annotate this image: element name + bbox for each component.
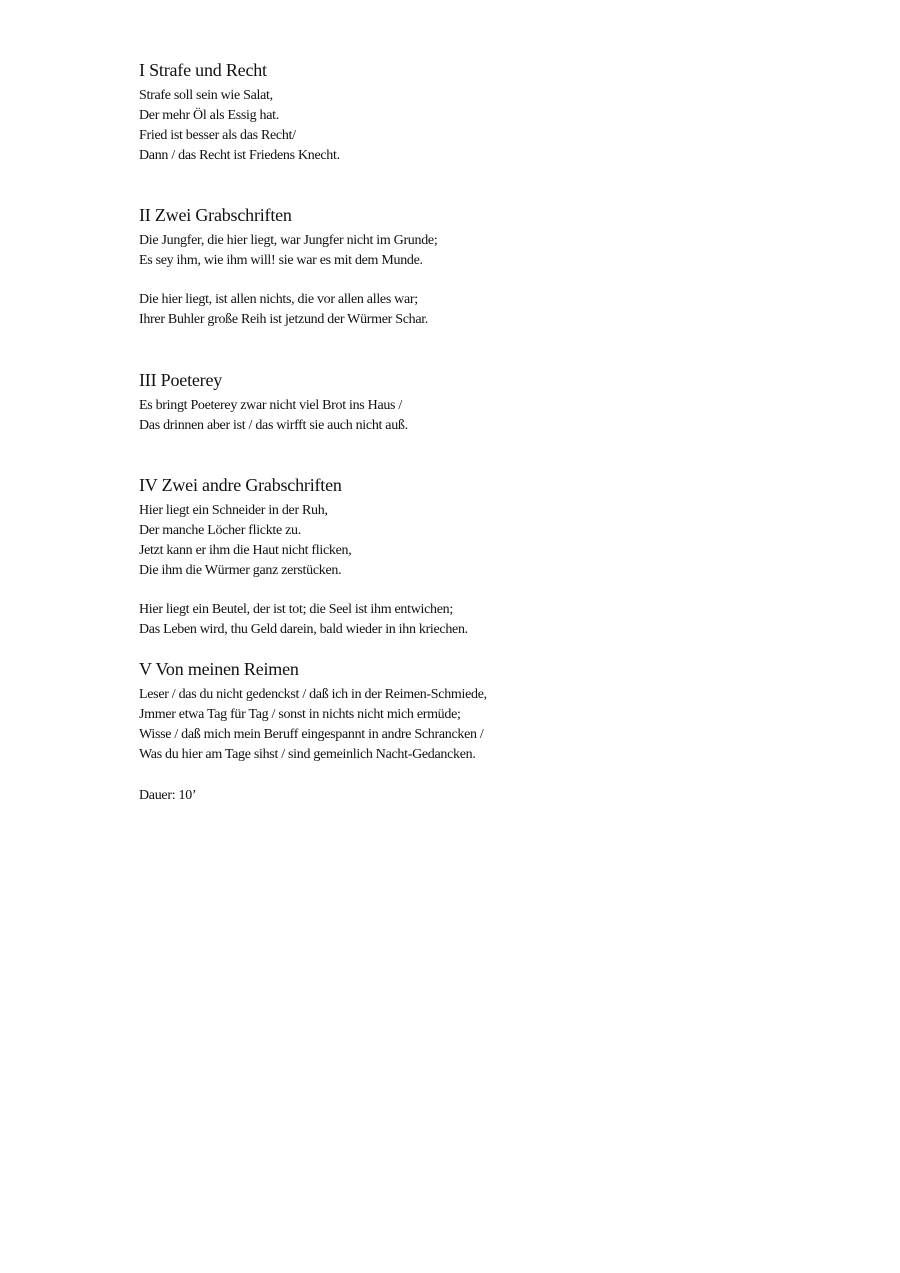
stanza-gap bbox=[139, 271, 437, 290]
section-von-meinen-reimen bbox=[139, 657, 487, 765]
stanza-gap bbox=[139, 581, 468, 600]
section-zwei-andre-grabschriften bbox=[139, 473, 468, 640]
duration-note: Dauer: 10’ bbox=[139, 788, 197, 803]
poem-line: Das Leben wird, thu Geld darein, bald wieder in ihn kriechen. bbox=[139, 622, 468, 637]
poem-line: Dann / das Recht ist Friedens Knecht. bbox=[139, 148, 340, 163]
poem-line: Jmmer etwa Tag für Tag / sonst in nichts nicht mich ermüde; bbox=[139, 707, 461, 722]
poem-line: Wisse / daß mich mein Beruff eingespannt in andre Schrancken / bbox=[139, 727, 484, 742]
poem-line: Ihrer Buhler große Reih ist jetzund der Würmer Schar. bbox=[139, 312, 429, 327]
poem-line: Fried ist besser als das Recht/ bbox=[139, 128, 296, 143]
poem-line: Der manche Löcher flickte zu. bbox=[139, 523, 301, 538]
poem-line: Die Jungfer, die hier liegt, war Jungfer nicht im Grunde; bbox=[139, 233, 438, 248]
poem-line: Jetzt kann er ihm die Haut nicht flicken, bbox=[139, 543, 352, 558]
section-title: V Von meinen Reimen bbox=[139, 659, 299, 679]
poem-line: Die ihm die Würmer ganz zerstücken. bbox=[139, 563, 342, 578]
poem-line: Was du hier am Tage sihst / sind gemeinlich Nacht-Gedancken. bbox=[139, 747, 476, 762]
poem-line: Es bringt Poeterey zwar nicht viel Brot ins Haus / bbox=[139, 398, 402, 413]
section-title: III Poeterey bbox=[139, 370, 223, 390]
poem-line: Leser / das du nicht gedenckst / daß ich in der Reimen-Schmiede, bbox=[139, 687, 487, 702]
poem-line: Das drinnen aber ist / das wirfft sie auch nicht auß. bbox=[139, 418, 408, 433]
section-title: I Strafe und Recht bbox=[139, 60, 267, 80]
section-zwei-grabschriften bbox=[139, 203, 437, 330]
section-poeterey bbox=[139, 368, 408, 436]
section-title: II Zwei Grabschriften bbox=[139, 205, 292, 225]
poem-line: Strafe soll sein wie Salat, bbox=[139, 88, 273, 103]
poem-line: Die hier liegt, ist allen nichts, die vor allen alles war; bbox=[139, 292, 418, 307]
poem-line: Der mehr Öl als Essig hat. bbox=[139, 108, 279, 123]
poem-line: Hier liegt ein Schneider in der Ruh, bbox=[139, 503, 328, 518]
poem-line: Hier liegt ein Beutel, der ist tot; die Seel ist ihm entwichen; bbox=[139, 602, 453, 617]
section-title: IV Zwei andre Grabschriften bbox=[139, 475, 342, 495]
section-strafe-und-recht bbox=[139, 58, 340, 166]
poem-line: Es sey ihm, wie ihm will! sie war es mit dem Munde. bbox=[139, 253, 423, 268]
